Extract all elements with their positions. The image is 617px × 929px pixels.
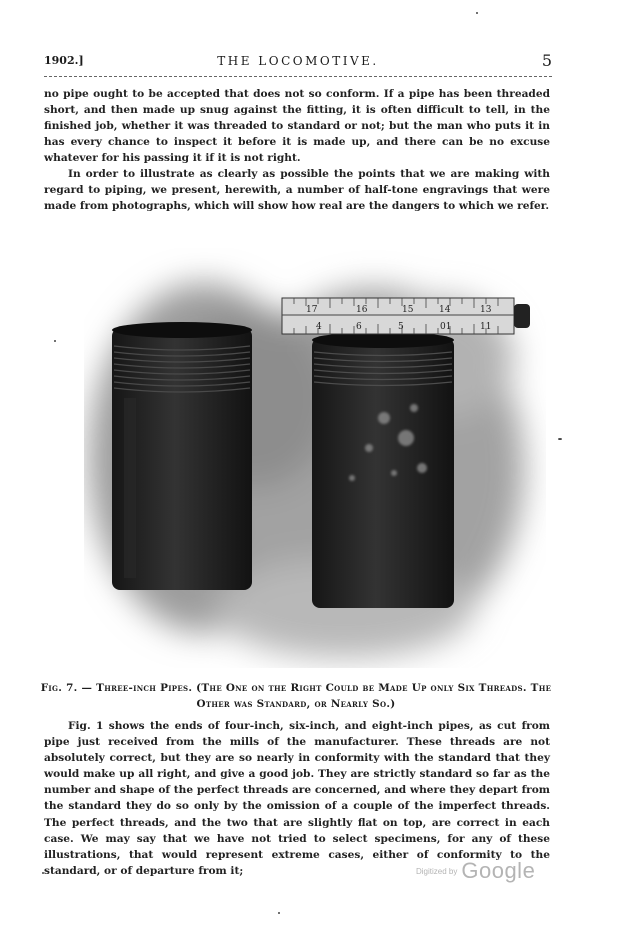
figure-caption-text: Three-inch Pipes. (The One on the Right Could be Made Up only Six Threads. The Other was Standard, or Nearly So.)	[96, 682, 552, 710]
figure-caption-label: Fig. 7. —	[40, 682, 93, 694]
google-watermark	[416, 858, 535, 888]
header-date: 1902.]	[44, 54, 84, 67]
print-speck	[278, 912, 280, 914]
ruler-hinge	[514, 304, 530, 328]
pipes-halftone-illustration	[84, 248, 546, 668]
ruler-bottom-number: 01	[440, 322, 452, 332]
paragraph-fig1: Fig. 1 shows the ends of four-inch, six-inch, and eight-inch pipes, as cut from pipe just received from the mills of the manufacturer. These threads are not absolutely correct, but they are so nearly in conformity with the standard that they would make up all right, and give a good job. They are strictly standard so far as the number and shape of the perfect threads are concerned, and where they depart from the standard they do so only by the omission of a couple of the imperfect threads. The perfect threads, and the two that are slightly flat on top, are correct in each case. We may say that we have not tried to select specimens, for any of these illustrations, that would represent extreme cases, either of conformity to the standard, or of departure from it;	[44, 720, 550, 877]
paragraph-continued: no pipe ought to be accepted that does not so conform. If a pipe has been threaded short, and then made up snug against the fitting, it is often difficult to tell, in the finished job, whether it was threaded to standard or not; but the man who puts it in has every chance to inspect it before it is made up, and there can be no excuse whatever for his passing it if it is not right.	[44, 88, 550, 165]
ruler-bottom-number: 4	[316, 322, 322, 332]
ruler-top-number: 15	[402, 305, 414, 315]
ruler-top-number: 17	[306, 305, 318, 315]
print-speck	[54, 340, 56, 342]
ruler-bottom-number: 5	[398, 322, 404, 332]
watermark-digitized: Digitized by	[416, 867, 458, 876]
running-head	[44, 52, 552, 70]
right-pipe	[312, 332, 454, 608]
ruler-bottom-number: 11	[480, 322, 492, 332]
ruler-bottom-number: 6	[356, 322, 362, 332]
journal-title: THE LOCOMOTIVE.	[217, 54, 379, 68]
figure-photo	[84, 248, 546, 668]
header-rule	[44, 76, 552, 77]
folding-ruler	[282, 298, 530, 334]
left-pipe	[112, 322, 252, 590]
watermark-brand: Google	[461, 858, 536, 883]
page-number: 5	[541, 51, 552, 70]
ruler-top-number: 14	[439, 305, 451, 315]
print-speck	[476, 12, 478, 14]
figure-caption	[40, 680, 552, 712]
print-speck	[558, 438, 562, 440]
ruler-top-number: 13	[480, 305, 492, 315]
print-speck	[42, 872, 44, 874]
ruler-top-number: 16	[356, 305, 368, 315]
paragraph-illustrate: In order to illustrate as clearly as possible the points that we are making with regard to piping, we present, herewith, a number of half-tone engravings that were made from photographs, which will show how real are the dangers to which we refer.	[44, 168, 550, 213]
